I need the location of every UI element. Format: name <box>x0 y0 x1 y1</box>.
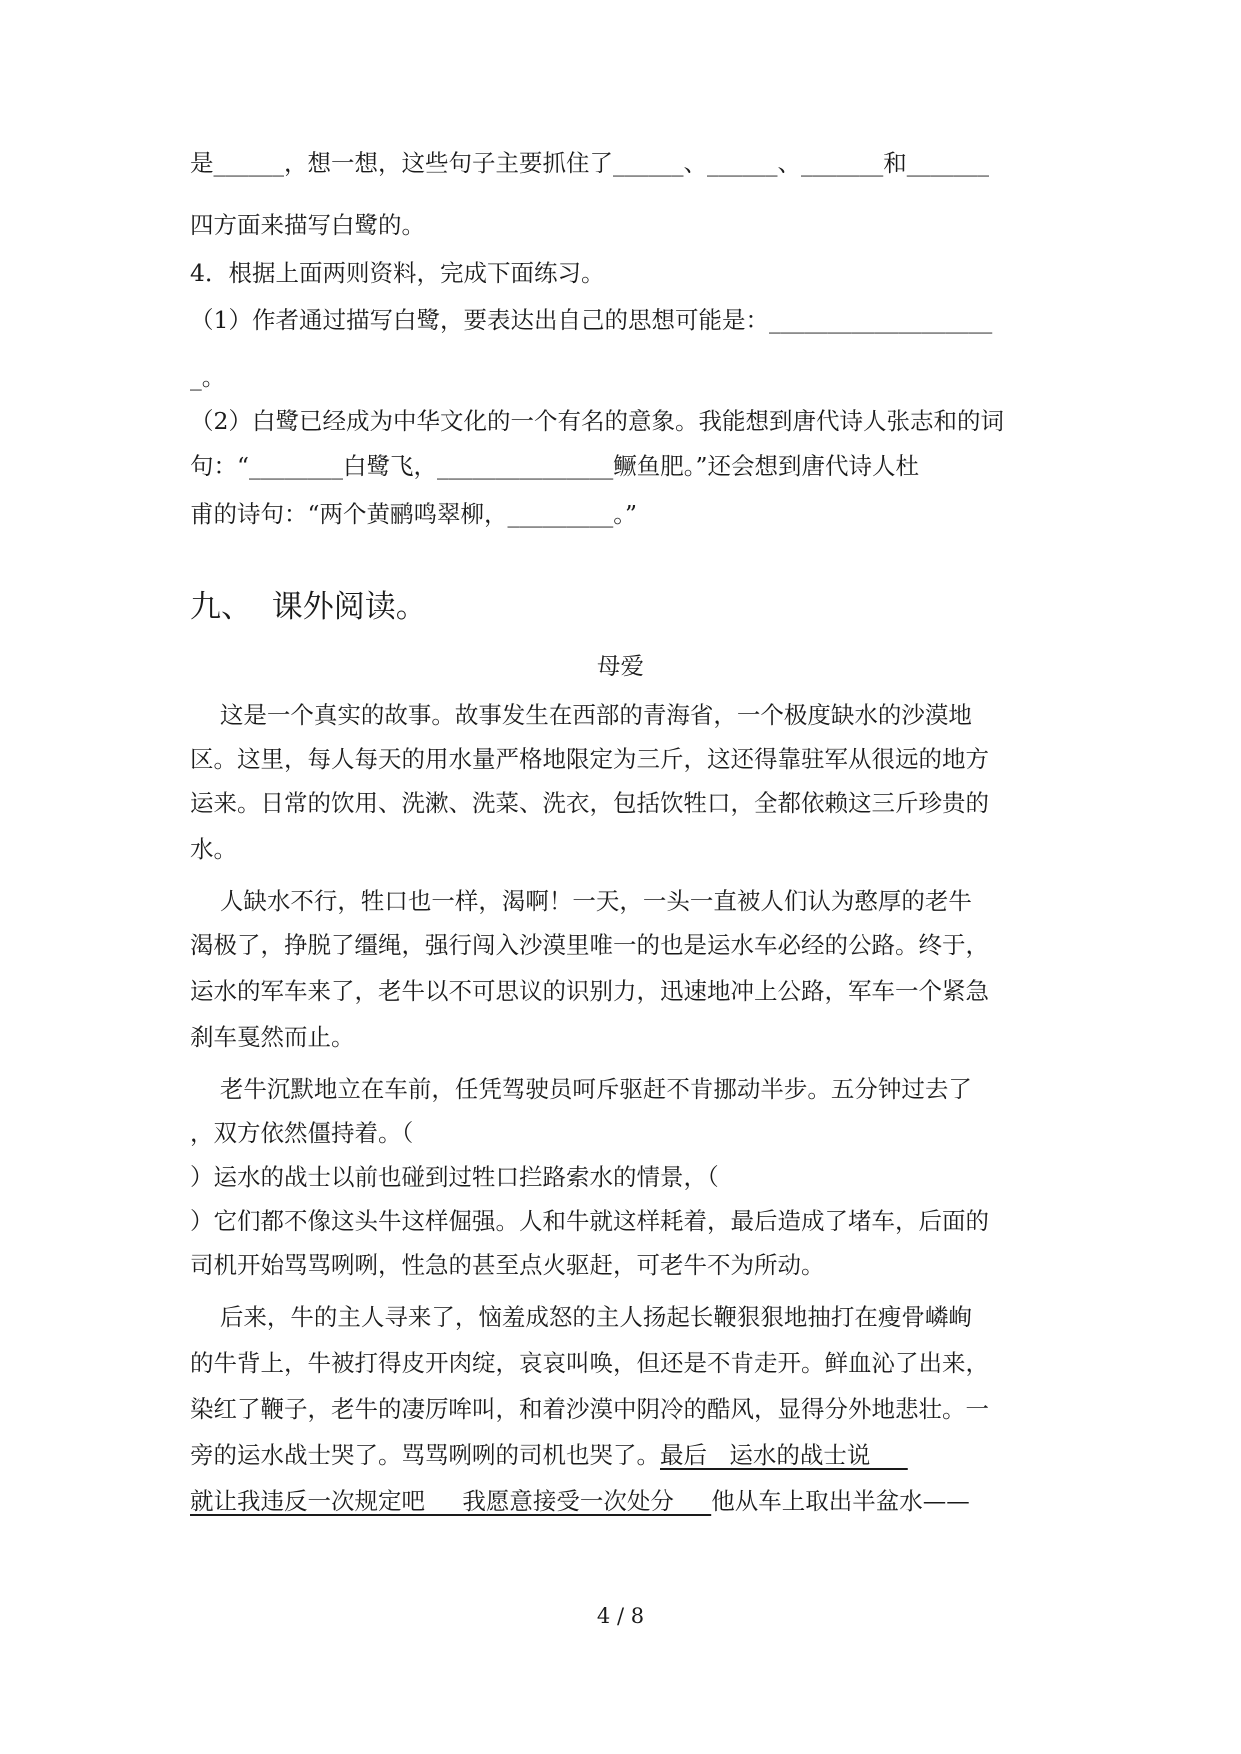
passage-line: ）它们都不像这头牛这样倔强。人和牛就这样耗着，最后造成了堵车，后面的 <box>190 1207 989 1235</box>
question-line: 句：“________白鹭飞，_______________鳜鱼肥。”还会想到唐代诗人杜 <box>190 452 920 480</box>
page-number: 4 / 8 <box>596 1604 645 1628</box>
question-line: 四方面来描写白鹭的。 <box>190 211 425 239</box>
passage-line: 人缺水不行，牲口也一样，渴啊！一天，一头一直被人们认为憨厚的老牛 <box>190 887 972 915</box>
question-line: 是______，想一想，这些句子主要抓住了______、______、_______和_______ <box>190 149 989 177</box>
punctuation-exercise-underline: 最后 运水的战士说 <box>660 1441 908 1469</box>
question-line: （2）白鹭已经成为中华文化的一个有名的意象。我能想到唐代诗人张志和的词 <box>190 407 1004 435</box>
punctuation-exercise-underline: 就让我违反一次规定吧 我愿意接受一次处分 <box>190 1487 712 1515</box>
question-line: _。 <box>190 363 226 391</box>
passage-text: 他从车上取出半盆水—— <box>711 1487 970 1515</box>
passage-line: ）运水的战士以前也碰到过牲口拦路索水的情景，（ <box>190 1163 719 1191</box>
question-4-heading: 4．根据上面两则资料，完成下面练习。 <box>190 259 605 287</box>
passage-line: 这是一个真实的故事。故事发生在西部的青海省，一个极度缺水的沙漠地 <box>190 701 972 729</box>
story-title: 母爱 <box>597 652 644 680</box>
passage-line <box>190 1440 908 1470</box>
passage-line: 司机开始骂骂咧咧，性急的甚至点火驱赶，可老牛不为所动。 <box>190 1251 825 1279</box>
passage-line: 老牛沉默地立在车前，任凭驾驶员呵斥驱赶不肯挪动半步。五分钟过去了 <box>190 1075 972 1103</box>
passage-line: 后来，牛的主人寻来了，恼羞成怒的主人扬起长鞭狠狠地抽打在瘦骨嶙峋 <box>190 1303 972 1331</box>
passage-line: 运来。日常的饮用、洗漱、洗菜、洗衣，包括饮牲口，全都依赖这三斤珍贵的 <box>190 789 989 817</box>
passage-line: 区。这里，每人每天的用水量严格地限定为三斤，这还得靠驻军从很远的地方 <box>190 745 989 773</box>
passage-line: 水。 <box>190 835 237 863</box>
passage-line: 染红了鞭子，老牛的凄厉哞叫，和着沙漠中阴冷的酷风，显得分外地悲壮。一 <box>190 1395 989 1423</box>
passage-line: 的牛背上，牛被打得皮开肉绽，哀哀叫唤，但还是不肯走开。鲜血沁了出来， <box>190 1349 989 1377</box>
passage-line <box>190 1486 970 1516</box>
section-heading: 九、 课外阅读。 <box>190 589 427 625</box>
question-line: 甫的诗句：“两个黄鹂鸣翠柳，_________。” <box>190 500 638 528</box>
passage-line: 刹车戛然而止。 <box>190 1023 355 1051</box>
passage-line: 运水的军车来了，老牛以不可思议的识别力，迅速地冲上公路，军车一个紧急 <box>190 977 989 1005</box>
question-line: （1）作者通过描写白鹭，要表达出自己的思想可能是：___________________ <box>190 306 993 334</box>
passage-text: 旁的运水战士哭了。骂骂咧咧的司机也哭了。 <box>190 1441 660 1469</box>
passage-line: ，双方依然僵持着。（ <box>190 1119 414 1147</box>
passage-line: 渴极了，挣脱了缰绳，强行闯入沙漠里唯一的也是运水车必经的公路。终于， <box>190 931 989 959</box>
